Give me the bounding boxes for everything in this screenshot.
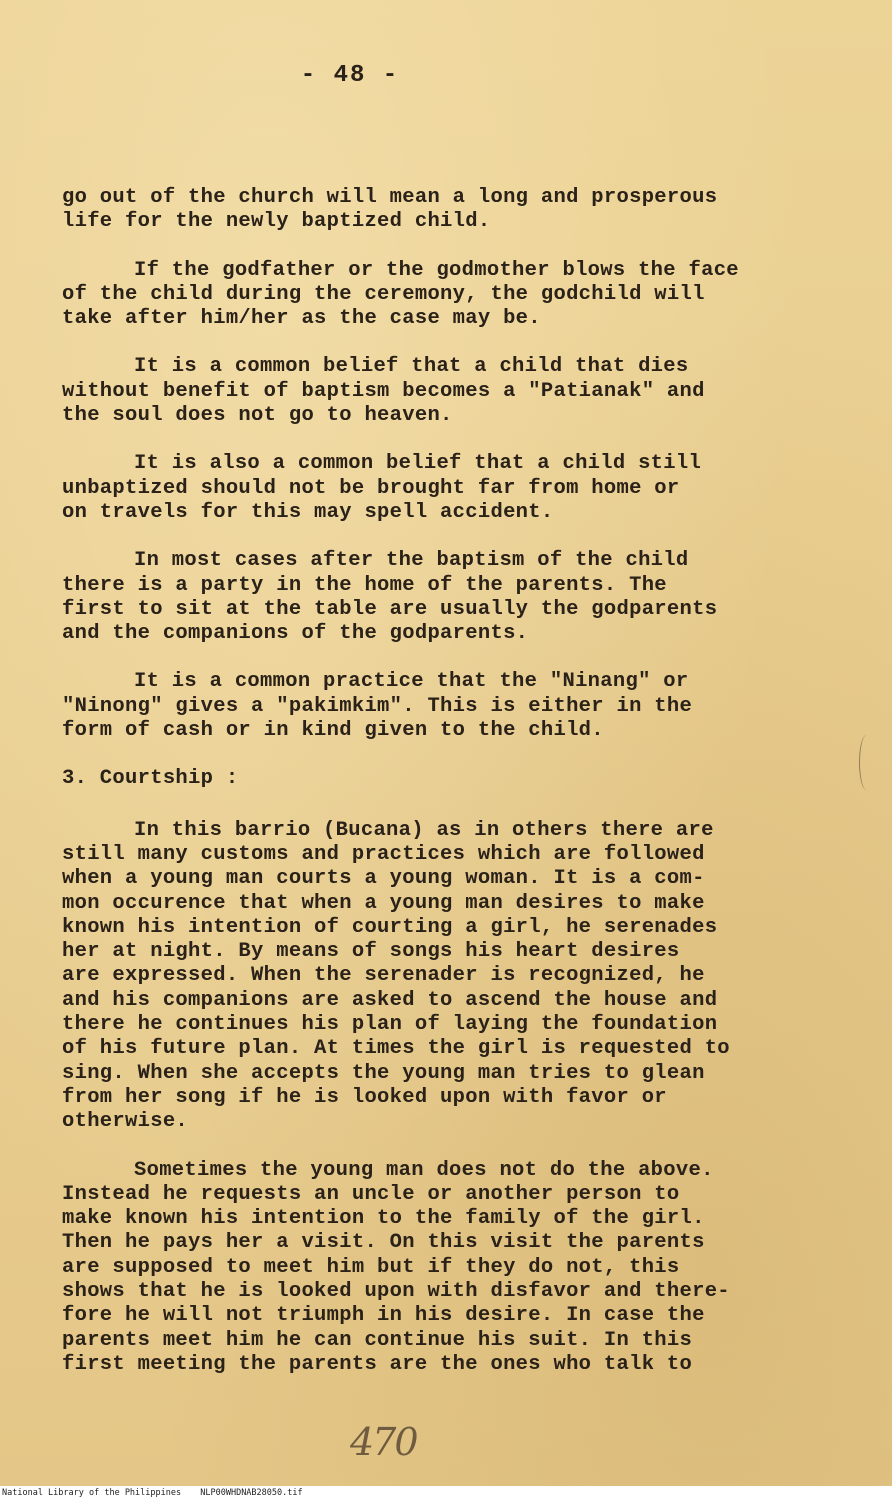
footer-library: National Library of the Philippines [2,1488,182,1498]
footer-filename: NLP00WHDNAB28050.tif [200,1488,303,1498]
archive-footer [0,1486,892,1500]
paragraph-5: In most cases after the baptism of the child there is a party in the home of the parents. The first to sit at the table are usually the godparents and the companions of the godparents. [62,549,718,646]
handwritten-folio-number: 470 [350,1420,417,1464]
paragraph-3: It is a common belief that a child that dies without benefit of baptism becomes a "Patianak" and the soul does not go to heaven. [62,355,705,428]
paragraph-1: go out of the church will mean a long and prosperous life for the newly baptized child. [62,186,718,234]
paragraph-7: In this barrio (Bucana) as in others there are still many customs and practices which are followed when a young man courts a young woman. It is a com- mon occurence that when a young man desires to make known his intention of courting a girl, he serenades her at night. By means of songs his heart desires are expressed. When the serenader is recognized, he and his companions are asked to ascend the house and there he continues his plan of laying the foundation of his future plan. At times the girl is requested to sing. When she accepts the young man tries to glean from her song if he is looked upon with favor or otherwise. [62,818,730,1134]
body-text [62,186,842,1401]
paragraph-8: Sometimes the young man does not do the above. Instead he requests an uncle or another person to make known his intention to the family of the girl. Then he pays her a visit. On this visit the parents are supposed to meet him but if they do not, this shows that he is looked upon with disfavor and there- fore he will not triumph in his desire. In case the parents meet him he can continue his suit. In this first meeting the parents are the ones who talk to [62,1158,730,1376]
margin-bracket-mark [859,735,874,790]
section-heading-courtship: 3. Courtship : [62,767,239,791]
paragraph-4: It is also a common belief that a child still unbaptized should not be brought far from home or on travels for this may spell accident. [62,452,702,524]
page-number: - 48 - [300,62,400,89]
paragraph-6: It is a common practice that the "Ninang" or "Ninong" gives a "pakimkim". This is either in the form of cash or in kind given to the child. [62,670,693,743]
paragraph-2: If the godfather or the godmother blows the face of the child during the ceremony, the godchild will take after him/her as the case may be. [62,258,739,331]
